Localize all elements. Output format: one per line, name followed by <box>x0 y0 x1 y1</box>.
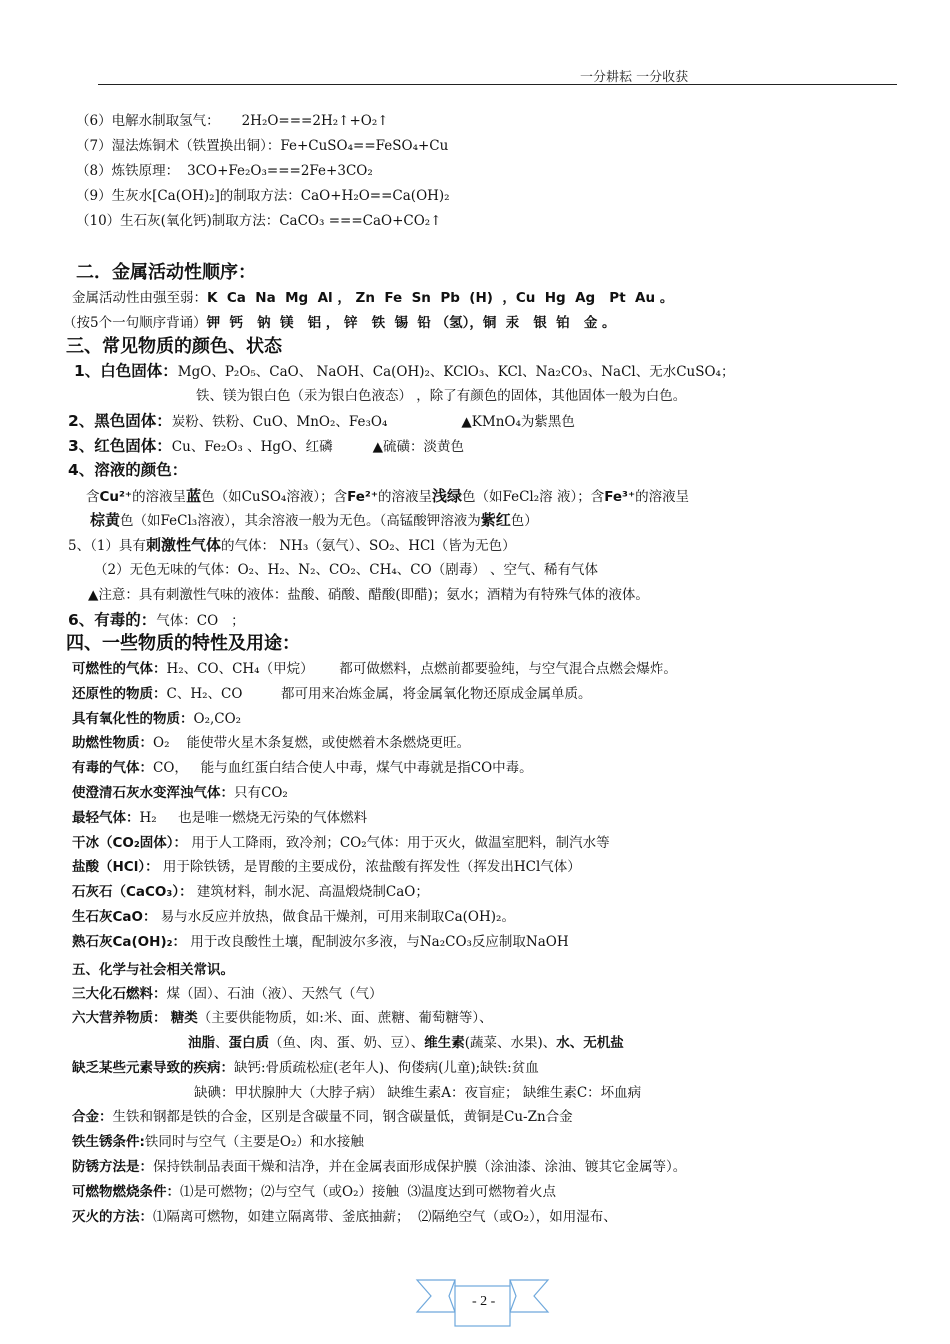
reaction-formula: CaCO₃ ===CaO+CO₂↑ <box>279 213 442 229</box>
property-label: 生石灰CaO： <box>72 909 157 925</box>
property-label: 具有氧化性的物质： <box>72 711 194 727</box>
gas-irritant-keyword: 刺激性气体 <box>145 536 221 554</box>
page-number: - 2 - <box>472 1294 496 1309</box>
solution-colors-label <box>68 461 187 480</box>
property-value: O₂ 能使带火星木条复燃，或使燃着木条燃烧更旺。 <box>153 735 471 751</box>
reaction-label: （9）生灰水[Ca(OH)₂]的制取方法： <box>76 188 301 204</box>
text-run: 的溶液呈 <box>377 489 432 505</box>
nutrients-label: 六大营养物质： <box>72 1010 167 1026</box>
deficiency-line2: 缺碘：甲状腺肿大（大脖子病） 缺维生素A：夜盲症； 缺维生素C：坏血病 <box>194 1085 642 1101</box>
reaction-label: （10）生石灰(氧化钙)制取方法： <box>76 213 280 229</box>
white-solids <box>74 362 734 381</box>
property-label: 最轻气体： <box>72 810 140 826</box>
property-label: 使澄清石灰水变浑浊气体： <box>72 785 234 801</box>
gas-odorless: （2）无色无味的气体：O₂、H₂、N₂、CO₂、CH₄、CO（剧毒） 、空气、稀有气体 <box>94 562 598 578</box>
gas-irritant-prefix: 5、（1）具有 <box>68 538 146 554</box>
reaction-label: （7）湿法炼铜术（铁置换出铜）： <box>76 138 281 154</box>
extinguish-methods <box>72 1208 617 1226</box>
property-label: 助燃性物质： <box>72 735 153 751</box>
gas-note: ▲注意：具有刺激性气味的液体：盐酸、硝酸、醋酸(即醋)；氨水；酒精为有特殊气体的液体。 <box>88 587 649 603</box>
red-solids-label: 3、红色固体： <box>68 437 172 455</box>
text-run: 糖类 <box>170 1010 198 1026</box>
text-run: 色（如CuSO₄溶液）；含 <box>201 489 348 505</box>
property-value: 用于改良酸性土壤，配制波尔多液，与Na₂CO₃反应制取NaOH <box>186 934 569 950</box>
text-run: （鱼、肉、蛋、奶、豆）、 <box>269 1035 425 1051</box>
reaction-label: （6）电解水制取氢气： <box>76 113 220 129</box>
property-row <box>72 883 429 901</box>
property-value: H₂ 也是唯一燃烧无污染的气体燃料 <box>139 810 368 826</box>
property-value: C、H₂、CO 都可用来冶炼金属，将金属氧化物还原成金属单质。 <box>166 686 592 702</box>
reaction-label: （8）炼铁原理： <box>76 163 180 179</box>
text-run: 色（如FeCl₂溶 液）；含 <box>461 489 605 505</box>
fossil-fuels-value: 煤（固）、石油（液）、天然气（气） <box>166 986 383 1002</box>
metal-activity-symbols <box>72 289 673 307</box>
metal-activity-chinese <box>63 314 616 332</box>
metal-activity-values: K Ca Na Mg Al ， Zn Fe Sn Pb (H) ，Cu Hg Ag Pt Au 。 <box>207 290 674 306</box>
property-label: 干冰（CO₂固体）： <box>72 835 188 851</box>
rust-value: 铁同时与空气（主要是O₂）和水接触 <box>144 1134 364 1150</box>
text-run: 油脂 <box>188 1035 215 1051</box>
text-run: 蛋白质 <box>228 1035 269 1051</box>
property-value: 易与水反应并放热，做食品干燥剂，可用来制取Ca(OH)₂。 <box>156 909 515 925</box>
property-row <box>72 784 288 802</box>
property-row <box>72 759 533 777</box>
black-solids-label: 2、黑色固体： <box>68 412 172 430</box>
property-value: H₂、CO、CH₄（甲烷） 都可做燃料，点燃前都要验纯，与空气混合点燃会爆炸。 <box>166 661 677 677</box>
white-solids-label: 1、白色固体： <box>74 362 178 380</box>
solution-colors-title: 4、溶液的颜色： <box>68 461 188 479</box>
reaction-9 <box>76 187 450 205</box>
reaction-formula: 2H₂O===2H₂↑+O₂↑ <box>241 113 389 129</box>
metal-activity-chinese-values: 钾 钙 钠 镁 铝 ， 锌 铁 锡 铅 （氢），铜 汞 银 铂 金 。 <box>206 315 616 331</box>
property-label: 石灰石（CaCO₃）： <box>72 884 193 900</box>
black-solids <box>68 412 575 431</box>
solution-colors-line1 <box>86 487 689 506</box>
section-title-metal-activity: 二．金属活动性顺序： <box>76 262 256 283</box>
property-value: O₂,CO₂ <box>193 711 242 727</box>
text-run: 维生素 <box>424 1035 465 1051</box>
text-run: Fe³⁺ <box>604 489 636 505</box>
text-run: 棕黄 <box>90 511 121 529</box>
alloy-value: 生铁和钢都是铁的合金，区别是含碳量不同，钢含碳量低，黄铜是Cu-Zn合金 <box>112 1109 573 1125</box>
red-solids-note: ▲硫磺：淡黄色 <box>372 439 464 455</box>
antirust-methods <box>72 1158 686 1176</box>
text-run: (蔬菜、水果)、 <box>464 1035 557 1051</box>
property-row <box>72 809 367 827</box>
red-solids <box>68 437 464 456</box>
antirust-value: 保持铁制品表面干燥和洁净，并在金属表面形成保护膜（涂油漆、涂油、镀其它金属等）。 <box>153 1159 687 1175</box>
text-run: 、 <box>215 1035 229 1051</box>
reaction-6 <box>76 112 389 130</box>
property-label: 有毒的气体： <box>72 760 153 776</box>
fossil-fuels <box>72 985 383 1003</box>
property-row <box>72 710 241 728</box>
text-run: 色（如FeCl₃溶液），其余溶液一般为无色。（高锰酸钾溶液为 <box>120 513 481 529</box>
reaction-10 <box>76 212 442 230</box>
toxic-value: 气体：CO ； <box>156 613 245 629</box>
rust-label: 铁生锈条件: <box>72 1134 145 1150</box>
gas-irritant <box>68 536 516 555</box>
gas-irritant-list: 的气体： NH₃（氨气）、SO₂、HCl（皆为无色） <box>220 538 516 554</box>
red-solids-value: Cu、Fe₂O₃ 、HgO、红磷 <box>171 439 333 455</box>
black-solids-note: ▲KMnO₄为紫黑色 <box>461 414 575 430</box>
toxic-substances <box>68 611 245 630</box>
reaction-8 <box>76 162 373 180</box>
metal-activity-hint: （按5个一句顺序背诵） <box>63 315 207 331</box>
property-value: 建筑材料，制水泥、高温煅烧制CaO； <box>192 884 429 900</box>
text-run: （主要供能物质，如:米、面、蔗糖、葡萄糖等）、 <box>197 1010 493 1026</box>
combustion-label: 可燃物燃烧条件： <box>72 1184 180 1200</box>
property-value: 只有CO₂ <box>234 785 288 801</box>
text-run: 浅绿 <box>431 487 462 505</box>
text-run: 紫红 <box>480 511 511 529</box>
property-row <box>72 734 470 752</box>
combustion-value: ⑴是可燃物；⑵与空气（或O₂）接触 ⑶温度达到可燃物着火点 <box>180 1184 557 1200</box>
antirust-label: 防锈方法是： <box>72 1159 153 1175</box>
reaction-formula: 3CO+Fe₂O₃===2Fe+3CO₂ <box>187 163 373 179</box>
property-row <box>72 685 592 703</box>
white-solids-note: 铁、镁为银白色（汞为银白色液态） ，除了有颜色的固体，其他固体一般为白色。 <box>196 388 687 404</box>
property-label: 可燃性的气体： <box>72 661 167 677</box>
property-row <box>72 858 581 876</box>
nutrients-line2 <box>188 1034 624 1052</box>
fossil-fuels-label: 三大化石燃料： <box>72 986 167 1002</box>
white-solids-value: MgO、P₂O₅、CaO、 NaOH、Ca(OH)₂、KClO₃、KCl、Na₂CO₃、NaCl、无水CuSO₄； <box>177 364 735 380</box>
reaction-formula: Fe+CuSO₄==FeSO₄+Cu <box>280 138 449 154</box>
property-row <box>72 908 515 926</box>
reaction-7 <box>76 137 448 155</box>
deficiency-diseases <box>72 1059 539 1077</box>
header-divider <box>98 84 897 85</box>
property-label: 还原性的物质： <box>72 686 167 702</box>
property-value: 用于除铁锈，是胃酸的主要成份，浓盐酸有挥发性（挥发出HCl气体） <box>158 859 581 875</box>
text-run: 色） <box>510 513 538 529</box>
text-run: Fe²⁺ <box>347 489 378 505</box>
combustion-conditions <box>72 1183 556 1201</box>
text-run: Cu²⁺ <box>99 489 133 505</box>
extinguish-label: 灭火的方法： <box>72 1209 153 1225</box>
extinguish-value: ⑴隔离可燃物，如建立隔离带、釜底抽薪； ⑵隔绝空气（或O₂），如用湿布、 <box>153 1209 617 1225</box>
text-run: 的溶液呈 <box>635 489 690 505</box>
alloy-label: 合金： <box>72 1109 113 1125</box>
property-value: CO， 能与血红蛋白结合使人中毒，煤气中毒就是指CO中毒。 <box>153 760 533 776</box>
section-title-colors: 三、常见物质的颜色、状态 <box>66 336 282 357</box>
property-label: 盐酸（HCl）： <box>72 859 159 875</box>
deficiency-label: 缺乏某些元素导致的疾病： <box>72 1060 234 1076</box>
metal-activity-label: 金属活动性由强至弱： <box>72 290 207 306</box>
property-row <box>72 834 610 852</box>
text-run: 的溶液呈 <box>132 489 187 505</box>
solution-colors-line2 <box>90 511 538 530</box>
black-solids-value: 炭粉、铁粉、CuO、MnO₂、Fe₃O₄ <box>171 414 388 430</box>
text-run: 蓝 <box>186 487 202 505</box>
property-value: 用于人工降雨，致冷剂；CO₂气体：用于灭火，做温室肥料，制汽水等 <box>187 835 610 851</box>
alloy <box>72 1108 573 1126</box>
header-motto: 一分耕耘 一分收获 <box>580 70 689 85</box>
text-run: 水、无机盐 <box>556 1035 624 1051</box>
rust-conditions <box>72 1133 364 1151</box>
nutrients-line1 <box>72 1009 493 1027</box>
text-run: 含 <box>86 489 100 505</box>
toxic-label: 6、有毒的： <box>68 611 157 629</box>
property-row <box>72 660 677 678</box>
section-title-society: 五、化学与社会相关常识。 <box>72 962 234 978</box>
property-row <box>72 933 569 951</box>
property-label: 熟石灰Ca(OH)₂： <box>72 934 187 950</box>
deficiency-line1: 缺钙:骨质疏松症(老年人)、佝偻病(儿童);缺铁:贫血 <box>234 1060 539 1076</box>
reaction-formula: CaO+H₂O==Ca(OH)₂ <box>300 188 450 204</box>
section-title-properties: 四、一些物质的特性及用途： <box>66 633 300 654</box>
